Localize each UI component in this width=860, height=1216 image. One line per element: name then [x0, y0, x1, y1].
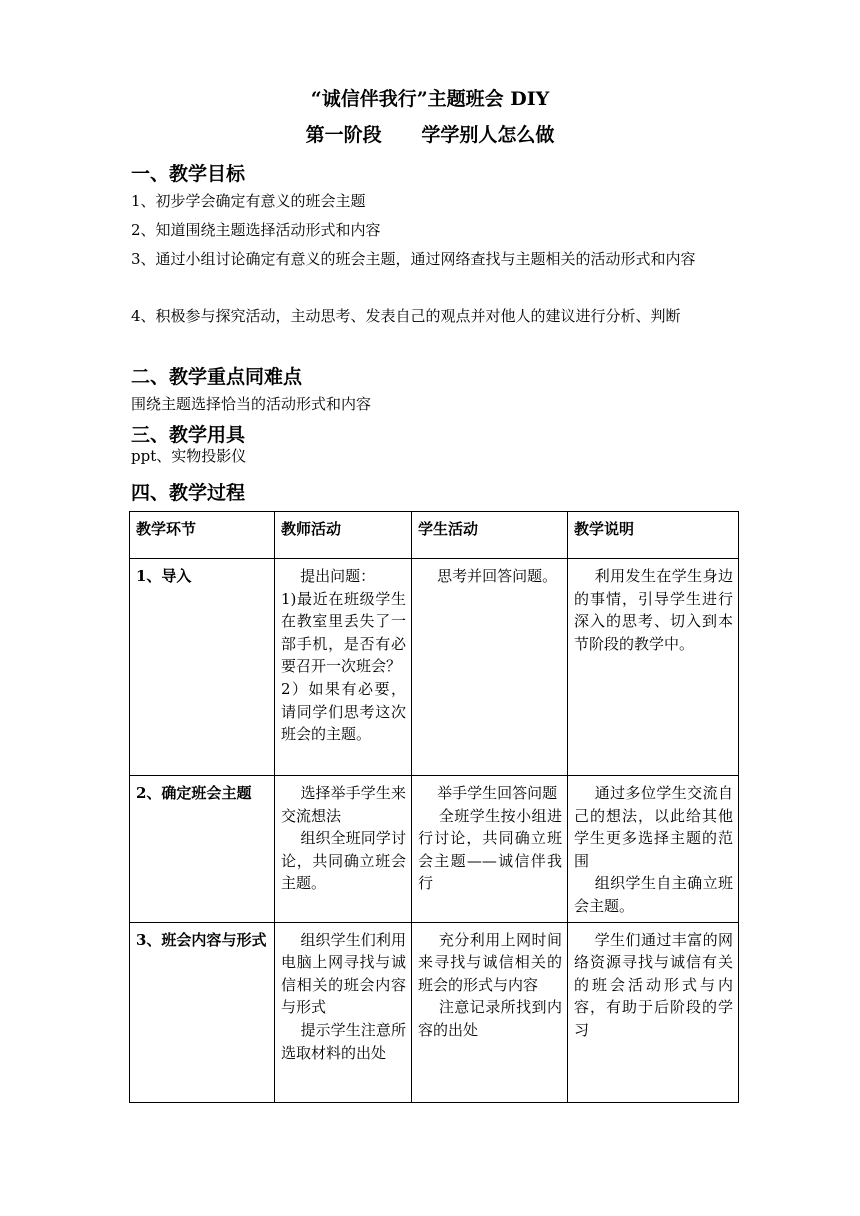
stage-cell: 1、导入	[130, 559, 275, 776]
table-header-row	[130, 512, 739, 559]
student-activity-cell: 举手学生回答问题 全班学生按小组进行讨论，共同确立班会主题——诚信伴我行	[412, 776, 568, 923]
document-title: “诚信伴我行”主题班会 DIY	[310, 88, 550, 110]
document-subtitle: 第一阶段 学学别人怎么做	[305, 124, 555, 146]
teacher-activity-cell: 选择举手学生来交流想法 组织全班同学讨论，共同确立班会主题。	[275, 776, 412, 923]
table-row	[130, 559, 739, 776]
teaching-note-cell: 利用发生在学生身边的事情，引导学生进行深入的思考、切入到本节阶段的教学中。	[568, 559, 739, 776]
objective-item: 4、积极参与探究活动，主动思考、发表自己的观点并对他人的建议进行分析、判断	[131, 307, 681, 325]
tools-item: ppt、实物投影仪	[131, 447, 247, 465]
teaching-note-cell: 通过多位学生交流自己的想法，以此给其他学生更多选择主题的范围 组织学生自主确立班会主题。	[568, 776, 739, 923]
stage-cell: 2、确定班会主题	[130, 776, 275, 923]
table-row	[130, 776, 739, 923]
column-header: 教师活动	[275, 512, 412, 559]
column-header: 学生活动	[412, 512, 568, 559]
teaching-note-cell: 学生们通过丰富的网络资源寻找与诚信有关的班会活动形式与内容，有助于后阶段的学习	[568, 922, 739, 1102]
stage-cell: 3、班会内容与形式	[130, 922, 275, 1102]
teacher-activity-cell: 提出问题： 1)最近在班级学生在教室里丢失了一部手机，是否有必要召开一次班会？ 2）如果有必要，请同学们思考这次班会的主题。	[275, 559, 412, 776]
student-activity-cell: 充分利用上网时间来寻找与诚信相关的班会的形式与内容 注意记录所找到内容的出处	[412, 922, 568, 1102]
column-header: 教学说明	[568, 512, 739, 559]
student-activity-cell: 思考并回答问题。	[412, 559, 568, 776]
section-heading-key-points: 二、教学重点同难点	[131, 366, 303, 388]
teaching-process-table	[129, 511, 739, 1103]
objective-item: 3、通过小组讨论确定有意义的班会主题，通过网络查找与主题相关的活动形式和内容	[131, 250, 696, 268]
section-heading-tools: 三、教学用具	[131, 424, 246, 446]
section-heading-objectives: 一、教学目标	[131, 163, 246, 185]
table-row	[130, 922, 739, 1102]
teacher-activity-cell: 组织学生们利用电脑上网寻找与诚信相关的班会内容与形式 提示学生注意所选取材料的出处	[275, 922, 412, 1102]
key-point-item: 围绕主题选择恰当的活动形式和内容	[131, 395, 372, 413]
column-header: 教学环节	[130, 512, 275, 559]
section-heading-process: 四、教学过程	[131, 482, 246, 504]
objective-item: 1、初步学会确定有意义的班会主题	[131, 192, 366, 210]
objective-item: 2、知道围绕主题选择活动形式和内容	[131, 221, 381, 239]
